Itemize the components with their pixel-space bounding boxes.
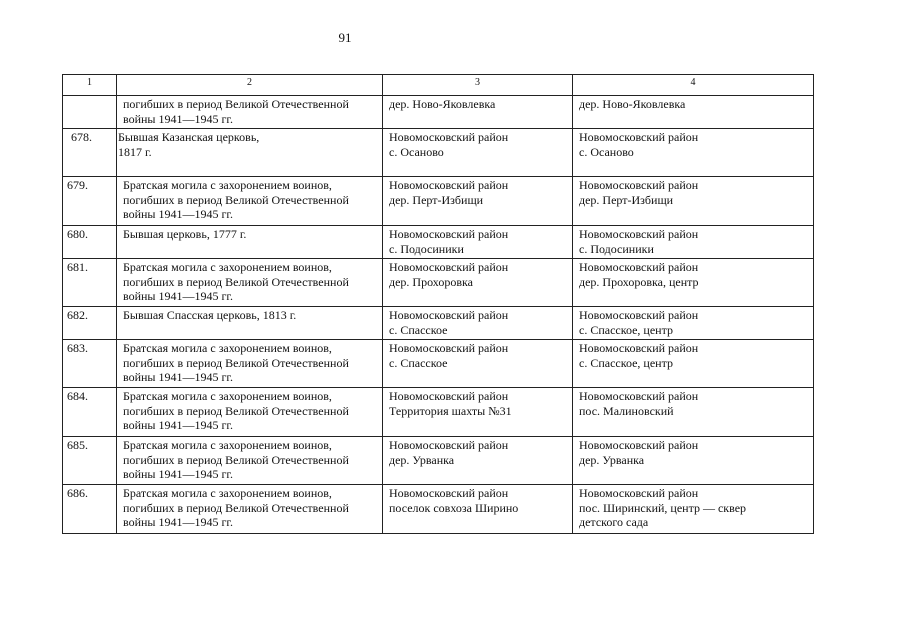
cell-line: Братская могила с захоронением воинов, (123, 486, 332, 500)
cell-line: погибших в период Великой Отечественной (123, 97, 349, 111)
location-cell (383, 177, 573, 226)
cell-line: с. Спасское, центр (579, 355, 673, 370)
object-name-cell (117, 177, 383, 226)
row-number: 684. (63, 388, 117, 437)
cell-line: дер. Прохоровка (389, 274, 473, 289)
cell-line: Новомосковский район (389, 260, 509, 274)
row-number: 679. (63, 177, 117, 226)
cell-line: пос. Малиновский (579, 403, 674, 418)
cell-line: войны 1941—1945 гг. (123, 207, 233, 221)
cell-line: 1817 г. (118, 144, 152, 159)
cell-line: дер. Перт-Избищи (389, 192, 484, 207)
monuments-table (62, 74, 814, 534)
cell-line: Бывшая Спасская церковь, 1813 г. (123, 308, 297, 322)
cell-line: дер. Урванка (389, 452, 455, 467)
location-cell (383, 129, 573, 177)
row-number: 682. (63, 307, 117, 340)
address-cell (573, 129, 814, 177)
row-number (63, 96, 117, 129)
cell-line: Новомосковский район (389, 341, 509, 355)
address-cell (573, 177, 814, 226)
column-header: 2 (117, 75, 383, 96)
page-number: 91 (338, 30, 352, 45)
cell-line: войны 1941—1945 гг. (123, 515, 233, 529)
location-cell (383, 340, 573, 388)
object-name-cell (117, 340, 383, 388)
cell-line: с. Спасское (389, 322, 448, 337)
object-name-cell (117, 307, 383, 340)
location-cell (383, 437, 573, 485)
address-cell (573, 96, 814, 129)
table-header-row (63, 75, 814, 96)
cell-line: войны 1941—1945 гг. (123, 467, 233, 481)
table-row (63, 96, 814, 129)
table-row (63, 388, 814, 437)
location-cell (383, 96, 573, 129)
cell-line: Новомосковский район (579, 308, 699, 322)
row-number: 681. (63, 259, 117, 307)
row-number: 683. (63, 340, 117, 388)
object-name-cell (117, 485, 383, 534)
cell-line: дер. Ново-Яковлевка (389, 97, 496, 111)
column-header: 1 (63, 75, 117, 96)
cell-line: Новомосковский район (579, 341, 699, 355)
cell-line: войны 1941—1945 гг. (123, 289, 233, 303)
cell-line: Братская могила с захоронением воинов, (123, 389, 332, 403)
address-cell (573, 485, 814, 534)
cell-line: погибших в период Великой Отечественной (123, 500, 349, 515)
cell-line: Бывшая Казанская церковь, (118, 130, 260, 144)
address-cell (573, 437, 814, 485)
cell-line: Новомосковский район (389, 178, 509, 192)
cell-line: с. Спасское (389, 355, 448, 370)
table-row (63, 259, 814, 307)
table-row (63, 485, 814, 534)
cell-line: Братская могила с захоронением воинов, (123, 260, 332, 274)
cell-line: Новомосковский район (579, 260, 699, 274)
cell-line: Братская могила с захоронением воинов, (123, 438, 332, 452)
address-cell (573, 259, 814, 307)
address-cell (573, 340, 814, 388)
cell-line: с. Осаново (579, 144, 634, 159)
cell-line: Братская могила с захоронением воинов, (123, 341, 332, 355)
cell-line: дер. Ново-Яковлевка (579, 97, 686, 111)
cell-line: погибших в период Великой Отечественной (123, 403, 349, 418)
table-row (63, 177, 814, 226)
cell-line: погибших в период Великой Отечественной (123, 192, 349, 207)
object-name-cell (117, 259, 383, 307)
cell-line: войны 1941—1945 гг. (123, 370, 233, 384)
table-row (63, 437, 814, 485)
object-name-cell (117, 96, 383, 129)
table-row (63, 129, 814, 177)
cell-line: погибших в период Великой Отечественной (123, 355, 349, 370)
cell-line: с. Спасское, центр (579, 322, 673, 337)
location-cell (383, 485, 573, 534)
object-name-cell (117, 388, 383, 437)
cell-line: войны 1941—1945 гг. (123, 418, 233, 432)
row-number: 678. (63, 129, 117, 177)
table-row (63, 340, 814, 388)
table-row (63, 226, 814, 259)
object-name-cell (117, 437, 383, 485)
row-number: 680. (63, 226, 117, 259)
cell-line: войны 1941—1945 гг. (123, 111, 233, 126)
row-number: 686. (63, 485, 117, 534)
cell-line: с. Подосиники (389, 241, 464, 256)
cell-line: Новомосковский район (389, 227, 509, 241)
location-cell (383, 307, 573, 340)
cell-line: Новомосковский район (389, 130, 509, 144)
table-body (63, 96, 814, 534)
row-number: 685. (63, 437, 117, 485)
cell-line: Новомосковский район (389, 308, 509, 322)
cell-line: дер. Прохоровка, центр (579, 274, 699, 289)
cell-line: дер. Перт-Избищи (579, 192, 674, 207)
column-header: 3 (383, 75, 573, 96)
location-cell (383, 259, 573, 307)
cell-line: Новомосковский район (579, 130, 699, 144)
cell-line: Новомосковский район (579, 438, 699, 452)
location-cell (383, 388, 573, 437)
cell-line: Территория шахты №31 (389, 403, 512, 418)
cell-line: Новомосковский район (579, 389, 699, 403)
object-name-cell (117, 129, 383, 177)
cell-line: детского сада (579, 515, 649, 529)
cell-line: Новомосковский район (389, 389, 509, 403)
location-cell (383, 226, 573, 259)
object-name-cell (117, 226, 383, 259)
cell-line: Новомосковский район (579, 486, 699, 500)
cell-line: Новомосковский район (579, 227, 699, 241)
cell-line: Новомосковский район (389, 486, 509, 500)
cell-line: Бывшая церковь, 1777 г. (123, 227, 247, 241)
cell-line: поселок совхоза Ширино (389, 500, 519, 515)
cell-line: Новомосковский район (579, 178, 699, 192)
cell-line: пос. Ширинский, центр — сквер (579, 500, 747, 515)
cell-line: погибших в период Великой Отечественной (123, 452, 349, 467)
cell-line: дер. Урванка (579, 452, 645, 467)
cell-line: Новомосковский район (389, 438, 509, 452)
cell-line: Братская могила с захоронением воинов, (123, 178, 332, 192)
address-cell (573, 226, 814, 259)
column-header: 4 (573, 75, 814, 96)
address-cell (573, 307, 814, 340)
cell-line: с. Осаново (389, 144, 444, 159)
table-row (63, 307, 814, 340)
cell-line: с. Подосиники (579, 241, 654, 256)
cell-line: погибших в период Великой Отечественной (123, 274, 349, 289)
address-cell (573, 388, 814, 437)
